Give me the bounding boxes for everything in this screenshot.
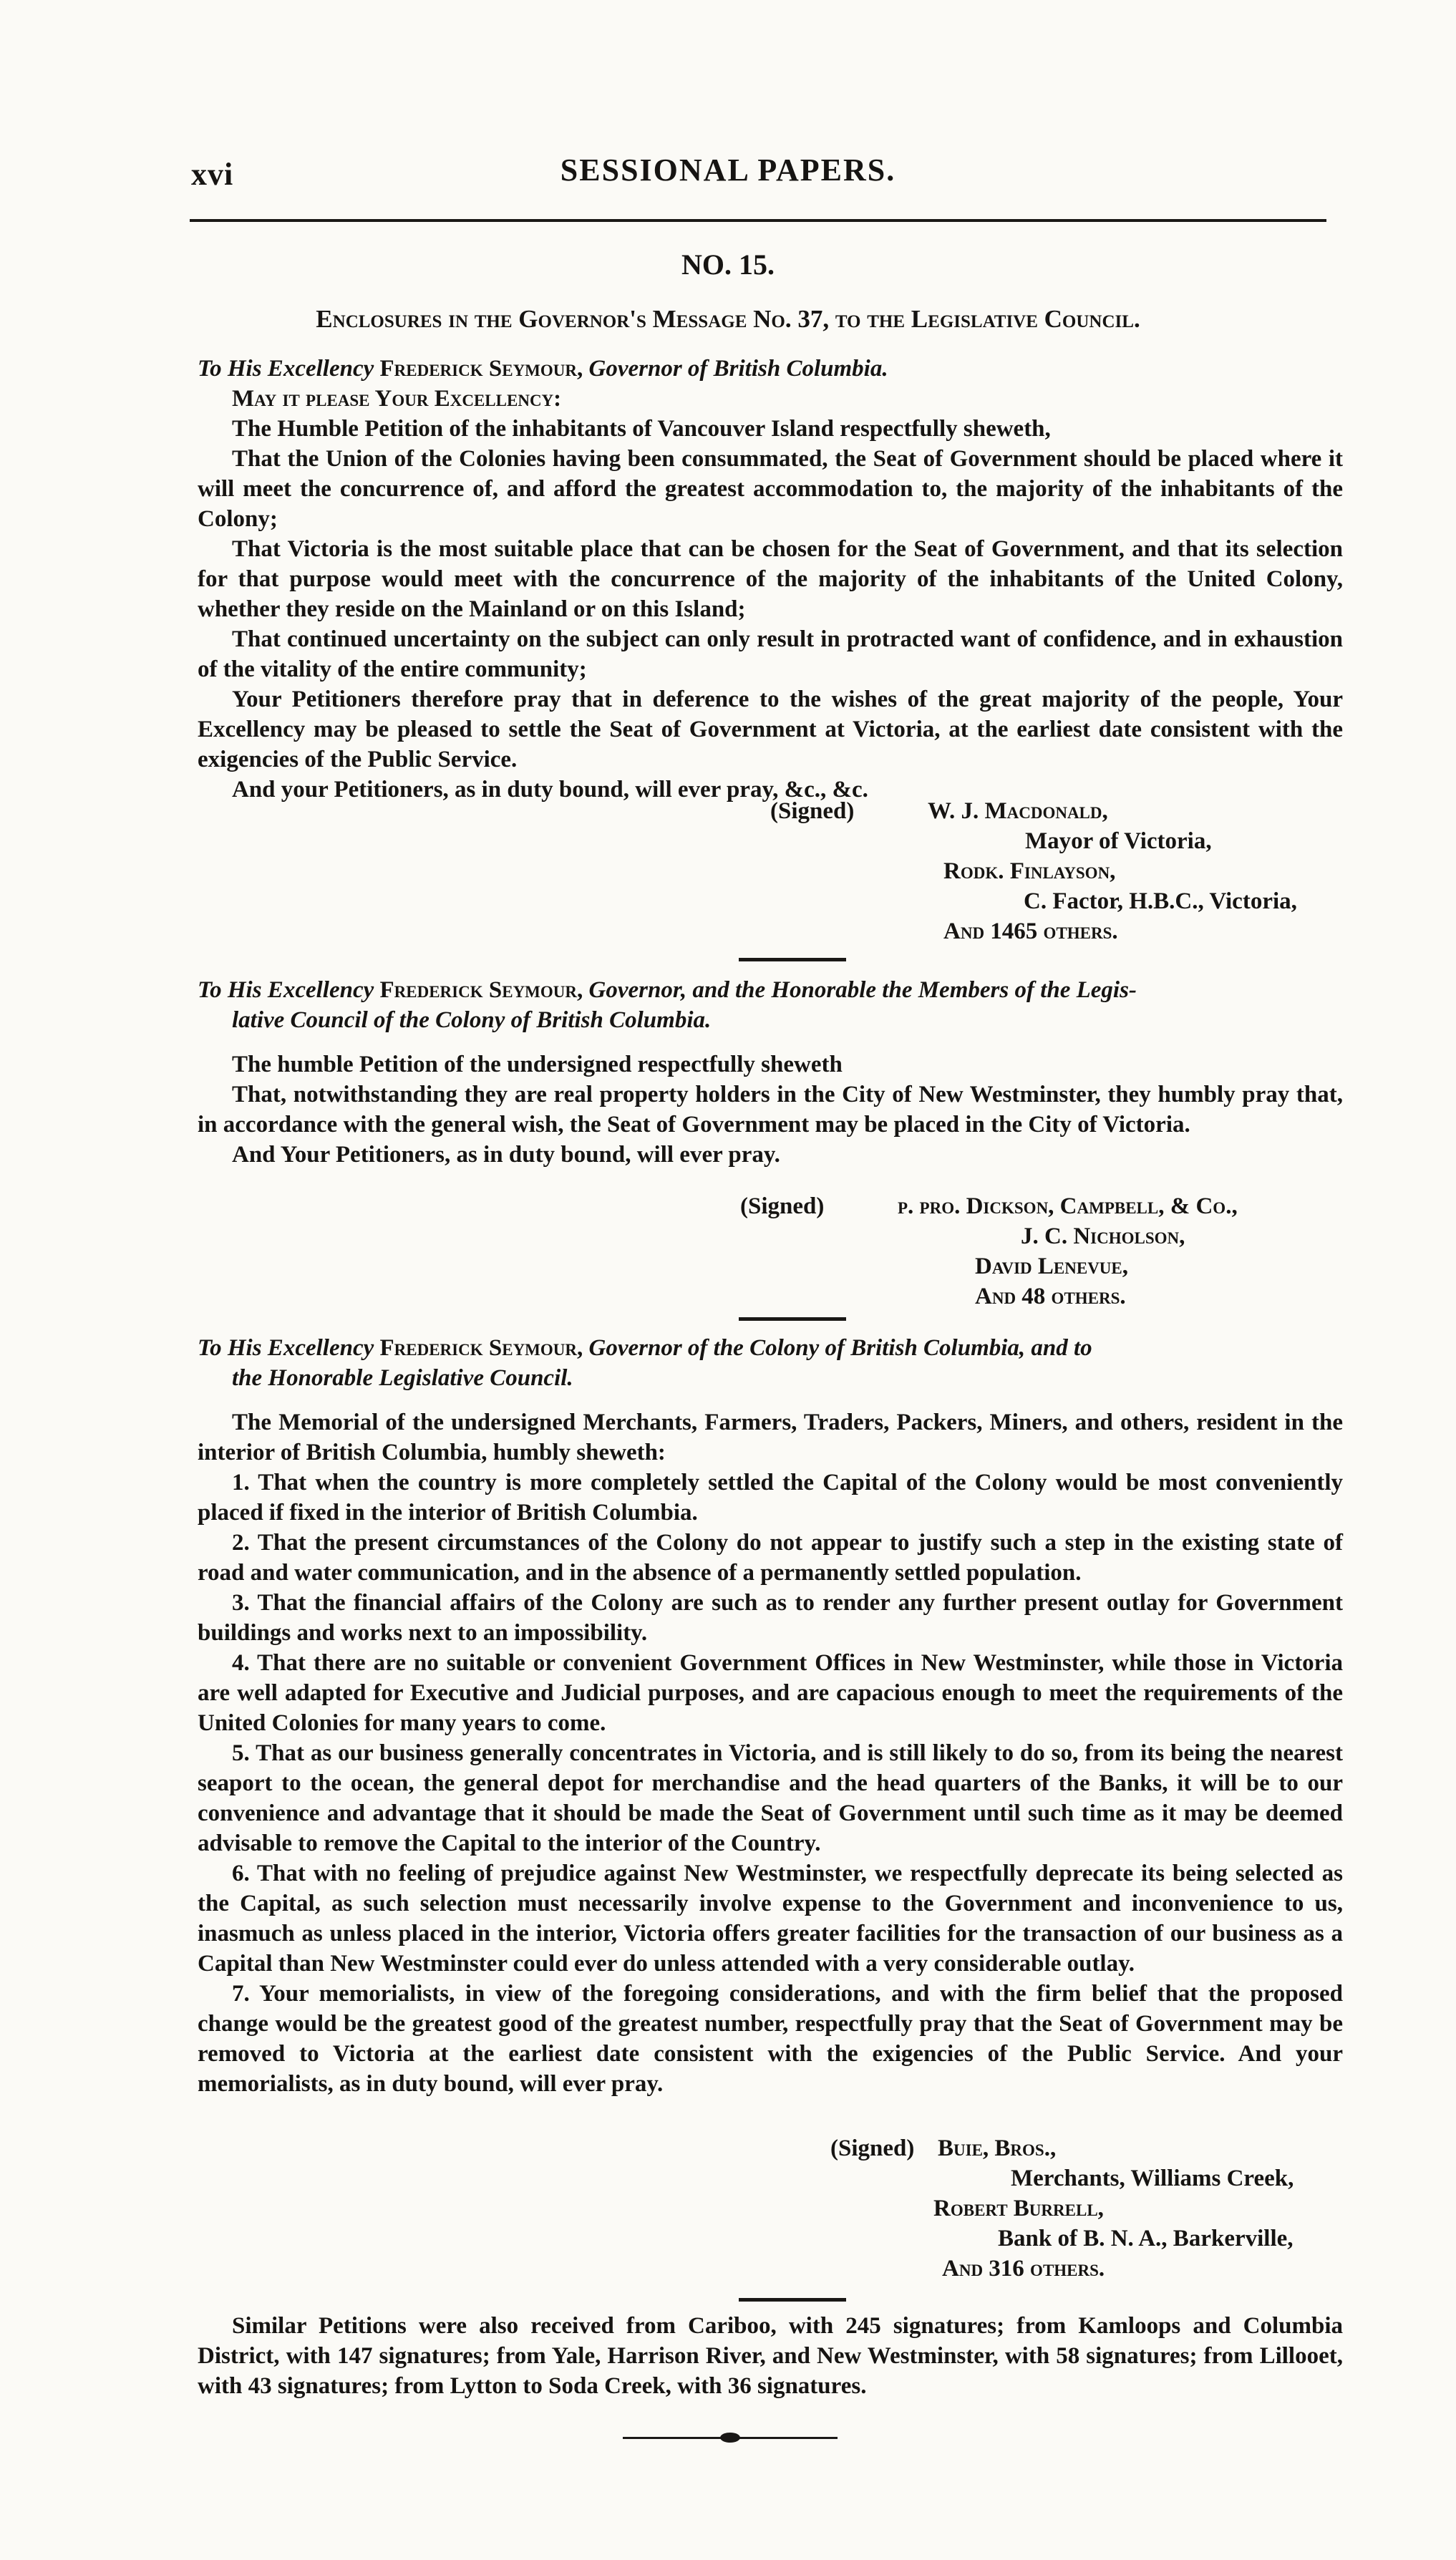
memorial — [198, 1333, 1343, 2099]
petition-1-address — [198, 354, 1343, 384]
signed-label: (Signed) — [770, 798, 855, 824]
running-title: SESSIONAL PAPERS. — [560, 152, 896, 188]
document-subtitle: Enclosures in the Governor's Message No. 37, to the Legislative Council. — [316, 305, 1140, 333]
petition-paragraph: The Humble Petition of the inhabitants of Vancouver Island respectfully sheweth, — [232, 416, 1051, 442]
section-rule — [739, 2298, 846, 2302]
signatory-count: And 1465 others. — [943, 918, 1118, 944]
address-prefix: To His Excellency — [198, 356, 374, 382]
memorial-signatures — [198, 2133, 1343, 2291]
memorial-item: 3. That the financial affairs of the Colony are such as to render any further present outlay for Government buildings and works next to an impossibility. — [198, 1590, 1343, 1646]
petition-1 — [198, 354, 1343, 805]
memorial-item: 2. That the present circumstances of the Colony do not appear to justify such a step in the existing state of road and water communication, and in the absence of a permanently settled population. — [198, 1530, 1343, 1586]
signatory-title: Mayor of Victoria, — [1025, 828, 1212, 854]
signed-label: (Signed) — [830, 2135, 915, 2161]
petition-paragraph: And your Petitioners, as in duty bound, will ever pray, &c., &c. — [232, 777, 868, 803]
memorial-item: 6. That with no feeling of prejudice against New Westminster, we respectfully deprecate its being selected as the Capital, as such selection must necessarily involve expense to the Government and inconvenience to us, inasmuch as unless placed in the interior, Victoria offers greater facilities for the transaction of our business as a Capital than New Westminster could ever do unless attended with a very considerable outlay. — [198, 1861, 1343, 1977]
petition-paragraph: That the Union of the Colonies having been consummated, the Seat of Government should be placed where it will meet the concurrence of, and afford the greatest accommodation to, the majority of the inhabitants of the Colony; — [198, 446, 1343, 532]
signatory-count: And 316 others. — [942, 2256, 1105, 2282]
petition-paragraph: That Victoria is the most suitable place that can be chosen for the Seat of Government, and that its selection for that purpose would meet with the concurrence of the majority of the inhabitants of the United Colony, whether they reside on the Mainland or on this Island; — [198, 536, 1343, 622]
memorial-intro: The Memorial of the undersigned Merchants, Farmers, Traders, Packers, Miners, and others, resident in the interior of British Columbia, humbly sheweth: — [198, 1410, 1343, 1465]
address-title: Governor of British Columbia. — [588, 356, 888, 382]
signatory-title: C. Factor, H.B.C., Victoria, — [1024, 888, 1297, 914]
memorial-address — [198, 1333, 1343, 1363]
memorial-item: 7. Your memorialists, in view of the foregoing considerations, and with the firm belief that the proposed change would be the greatest good of the greatest number, respectfully pray that the Seat of Government may be removed to Victoria at the earliest date consistent with the exigencies of the Public Service. And your memorialists, as in duty bound, will ever pray. — [198, 1981, 1343, 2097]
memorial-item: 5. That as our business generally concentrates in Victoria, and is still likely to do so, from its being the nearest seaport to the ocean, the general depot for merchandise and the head quarters of the Banks, it will be to our convenience and advantage that it should be made the Seat of Government until such time as it may be deemed advisable to remove the Capital to the interior of the Country. — [198, 1740, 1343, 1856]
signatory: David Lenevue, — [975, 1254, 1129, 1279]
section-rule — [739, 1317, 846, 1321]
closing-paragraph: Similar Petitions were also received from Cariboo, with 245 signatures; from Kamloops and Columbia District, with 147 signatures; from Yale, Harrison River, and New Westminster, with 58 signatures; from Lillooet, with 43 signatures; from Lytton to Soda Creek, with 36 signatures. — [198, 2313, 1343, 2399]
end-ornament — [623, 2433, 838, 2443]
header-rule — [190, 219, 1326, 222]
address-name: Frederick Seymour, — [379, 1335, 583, 1361]
address-prefix: To His Excellency — [198, 977, 374, 1003]
petition-paragraph: And Your Petitioners, as in duty bound, will ever pray. — [232, 1142, 780, 1168]
section-rule — [739, 958, 846, 961]
signatory-title: Bank of B. N. A., Barkerville, — [998, 2226, 1294, 2251]
petition-paragraph: The humble Petition of the undersigned respectfully sheweth — [232, 1052, 843, 1077]
signed-label: (Signed) — [740, 1193, 825, 1219]
signatory-title: Merchants, Williams Creek, — [1011, 2166, 1294, 2191]
signatory: Buie, Bros., — [938, 2135, 1057, 2161]
petition-1-signatures — [198, 796, 1343, 954]
petition-2 — [198, 975, 1343, 1170]
address-name: Frederick Seymour, — [379, 356, 583, 382]
signatory-count: And 48 others. — [975, 1284, 1126, 1309]
address-title-cont: lative Council of the Colony of British Columbia. — [232, 1007, 712, 1033]
address-name: Frederick Seymour, — [379, 977, 583, 1003]
ornament-dot — [720, 2433, 740, 2443]
address-title-cont: the Honorable Legislative Council. — [232, 1365, 573, 1391]
signatory: W. J. Macdonald, — [928, 798, 1108, 824]
salutation: May it please Your Excellency: — [232, 386, 562, 412]
address-title: Governor of the Colony of British Columbia, and to — [588, 1335, 1092, 1361]
signatory: Rodk. Finlayson, — [943, 858, 1116, 884]
address-prefix: To His Excellency — [198, 1335, 374, 1361]
address-title: Governor, and the Honorable the Members of the Legis- — [588, 977, 1137, 1003]
signatory: J. C. Nicholson, — [1021, 1223, 1185, 1249]
page-folio: xvi — [191, 157, 234, 192]
petition-paragraph: That continued uncertainty on the subject can only result in protracted want of confidence, and in exhaustion of the vitality of the entire community; — [198, 626, 1343, 682]
petition-paragraph: Your Petitioners therefore pray that in deference to the wishes of the great majority of the people, Your Excellency may be pleased to settle the Seat of Government at Victoria, at the earliest date consistent with the exigencies of the Public Service. — [198, 687, 1343, 772]
petition-2-signatures — [198, 1191, 1343, 1317]
memorial-item: 1. That when the country is more completely settled the Capital of the Colony would be most conveniently placed if fixed in the interior of British Columbia. — [198, 1470, 1343, 1526]
signatory: p. pro. Dickson, Campbell, & Co., — [898, 1193, 1238, 1219]
memorial-item: 4. That there are no suitable or convenient Government Offices in New Westminster, while those in Victoria are well adapted for Executive and Judicial purposes, and are capacious enough to meet the requirements of the United Colonies for many years to come. — [198, 1650, 1343, 1736]
closing-note — [198, 2311, 1343, 2401]
petition-paragraph: That, notwithstanding they are real property holders in the City of New Westminster, they humbly pray that, in accordance with the general wish, the Seat of Government may be placed in the City of Victoria. — [198, 1082, 1343, 1138]
document-number: NO. 15. — [681, 248, 775, 281]
signatory: Robert Burrell, — [933, 2196, 1104, 2221]
petition-2-address — [198, 975, 1343, 1005]
